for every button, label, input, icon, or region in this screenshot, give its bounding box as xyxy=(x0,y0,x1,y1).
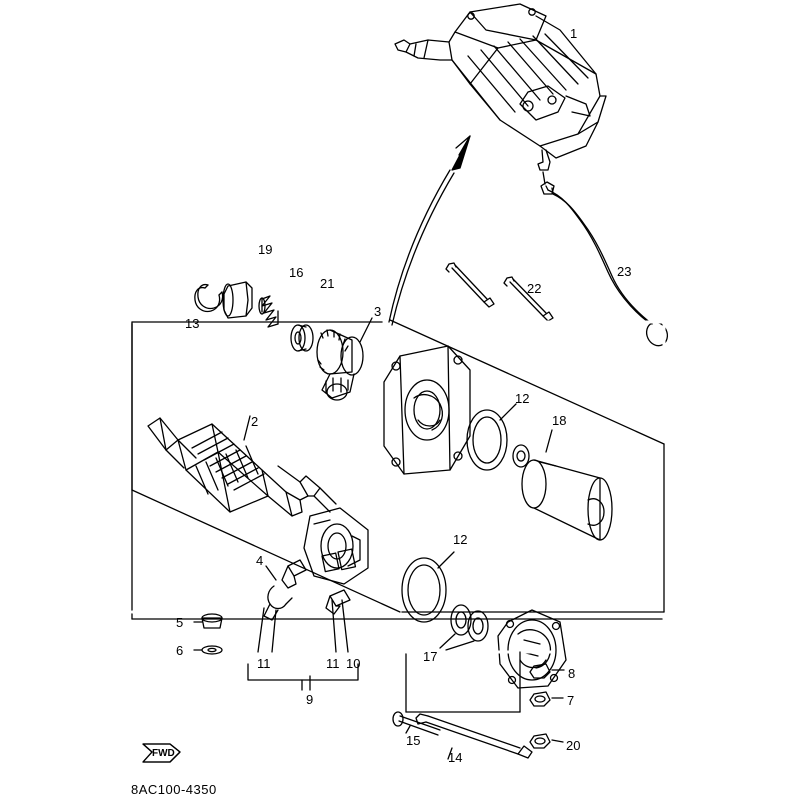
callout-16: 16 xyxy=(289,265,304,280)
callout-15: 15 xyxy=(406,733,421,748)
callout-6: 6 xyxy=(176,643,184,658)
washer-21 xyxy=(291,325,313,351)
rear-bracket-cover xyxy=(498,610,566,688)
pin-22b xyxy=(446,263,494,307)
callout-11-left: 11 xyxy=(257,656,271,671)
callout-12-upper: 12 xyxy=(515,391,530,406)
washer-small-upper xyxy=(513,445,529,467)
callout-22: 22 xyxy=(527,281,542,296)
callout-8: 8 xyxy=(568,666,576,681)
callout-7: 7 xyxy=(567,693,575,708)
callout-21: 21 xyxy=(320,276,335,291)
callout-10: 10 xyxy=(346,656,361,671)
callout-19: 19 xyxy=(258,242,273,257)
starter-lead-wire-23 xyxy=(546,186,671,349)
callout-14: 14 xyxy=(448,750,463,765)
fwd-label: FWD xyxy=(152,748,175,759)
assembly-arrow xyxy=(389,136,470,325)
plug-5 xyxy=(194,614,222,628)
stopper-19 xyxy=(223,282,252,318)
callout-18: 18 xyxy=(552,413,567,428)
circlip-13 xyxy=(195,285,223,312)
washer-6 xyxy=(194,646,222,654)
armature-2 xyxy=(148,416,336,516)
callout-3: 3 xyxy=(374,304,382,319)
callout-17: 17 xyxy=(423,649,438,664)
callout-11-right: 11 xyxy=(326,656,340,671)
callout-4: 4 xyxy=(256,553,264,568)
assembly-frame-slant xyxy=(132,322,664,619)
through-bolt-14 xyxy=(416,714,532,759)
assembly-bounding-frame xyxy=(132,322,664,619)
callout-5: 5 xyxy=(176,615,184,630)
o-ring-12a xyxy=(467,404,516,470)
callout-9: 9 xyxy=(306,692,314,707)
callout-1: 1 xyxy=(570,26,578,41)
brush-holders-11-10 xyxy=(248,590,361,690)
callout-2: 2 xyxy=(251,414,259,429)
callout-23: 23 xyxy=(617,264,632,279)
fastener-20 xyxy=(530,734,563,748)
pinion-gear-3 xyxy=(317,318,372,400)
callout-13: 13 xyxy=(185,316,200,331)
part-code: 8AC100-4350 xyxy=(131,782,217,797)
callout-12-lower: 12 xyxy=(453,532,468,547)
motor-yoke-18 xyxy=(522,430,612,540)
front-bracket-housing xyxy=(384,346,470,474)
fastener-7 xyxy=(530,692,563,706)
through-bolt-15 xyxy=(393,712,440,735)
callout-20: 20 xyxy=(566,738,581,753)
